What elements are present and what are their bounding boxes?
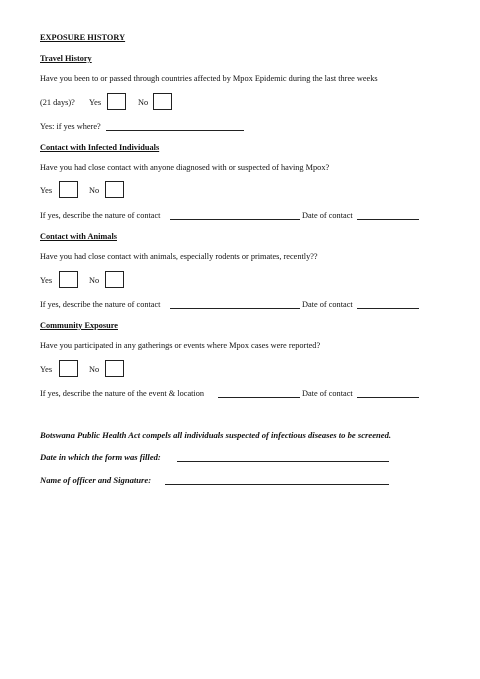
travel-where-label: Yes: if yes where? (40, 122, 101, 131)
contact-infected-question: Have you had close contact with anyone diagnosed with or suspected of having Mpox? (40, 163, 330, 172)
contact-animals-date-field[interactable] (357, 308, 419, 309)
contact-infected-describe-field[interactable] (170, 219, 300, 220)
travel-yes-checkbox[interactable] (107, 93, 126, 110)
contact-animals-question: Have you had close contact with animals, especially rodents or primates, recently?? (40, 252, 318, 261)
community-yes-label: Yes (40, 365, 53, 374)
contact-infected-no-checkbox[interactable] (105, 181, 124, 198)
community-describe-field[interactable] (218, 397, 300, 398)
travel-no-label: No (138, 98, 149, 107)
contact-animals-yes-label: Yes (40, 276, 53, 285)
contact-animals-yes-checkbox[interactable] (59, 271, 78, 288)
contact-animals-no-label: No (89, 276, 100, 285)
contact-animals-no-checkbox[interactable] (105, 271, 124, 288)
travel-where-field[interactable] (106, 130, 244, 131)
community-question: Have you participated in any gatherings or events where Mpox cases were reported? (40, 341, 321, 350)
contact-infected-describe-label: If yes, describe the nature of contact (40, 211, 161, 220)
contact-animals-heading: Contact with Animals (40, 232, 117, 241)
community-describe-label: If yes, describe the nature of the event & location (40, 389, 205, 398)
community-yes-checkbox[interactable] (59, 360, 78, 377)
contact-animals-describe-label: If yes, describe the nature of contact (40, 300, 161, 309)
community-no-label: No (89, 365, 100, 374)
date-filled-label: Date in which the form was filled: (40, 452, 161, 462)
community-date-label: Date of contact (302, 389, 353, 398)
contact-infected-yes-checkbox[interactable] (59, 181, 78, 198)
travel-days-label: (21 days)? (40, 98, 75, 107)
contact-animals-describe-field[interactable] (170, 308, 300, 309)
community-no-checkbox[interactable] (105, 360, 124, 377)
date-filled-field[interactable] (177, 461, 389, 462)
travel-history-heading: Travel History (40, 54, 92, 63)
contact-infected-yes-label: Yes (40, 186, 53, 195)
officer-signature-label: Name of officer and Signature: (40, 475, 152, 485)
public-health-act-statement: Botswana Public Health Act compels all individuals suspected of infectious diseases to be screened. (40, 430, 392, 440)
travel-no-checkbox[interactable] (153, 93, 172, 110)
contact-infected-no-label: No (89, 186, 100, 195)
officer-signature-field[interactable] (165, 484, 389, 485)
community-heading: Community Exposure (40, 321, 118, 330)
contact-infected-heading: Contact with Infected Individuals (40, 143, 160, 152)
contact-infected-date-field[interactable] (357, 219, 419, 220)
page-title: EXPOSURE HISTORY (40, 33, 126, 42)
community-date-field[interactable] (357, 397, 419, 398)
travel-question: Have you been to or passed through countries affected by Mpox Epidemic during the last three weeks (40, 74, 378, 83)
travel-yes-label: Yes (89, 98, 102, 107)
contact-infected-date-label: Date of contact (302, 211, 353, 220)
contact-animals-date-label: Date of contact (302, 300, 353, 309)
